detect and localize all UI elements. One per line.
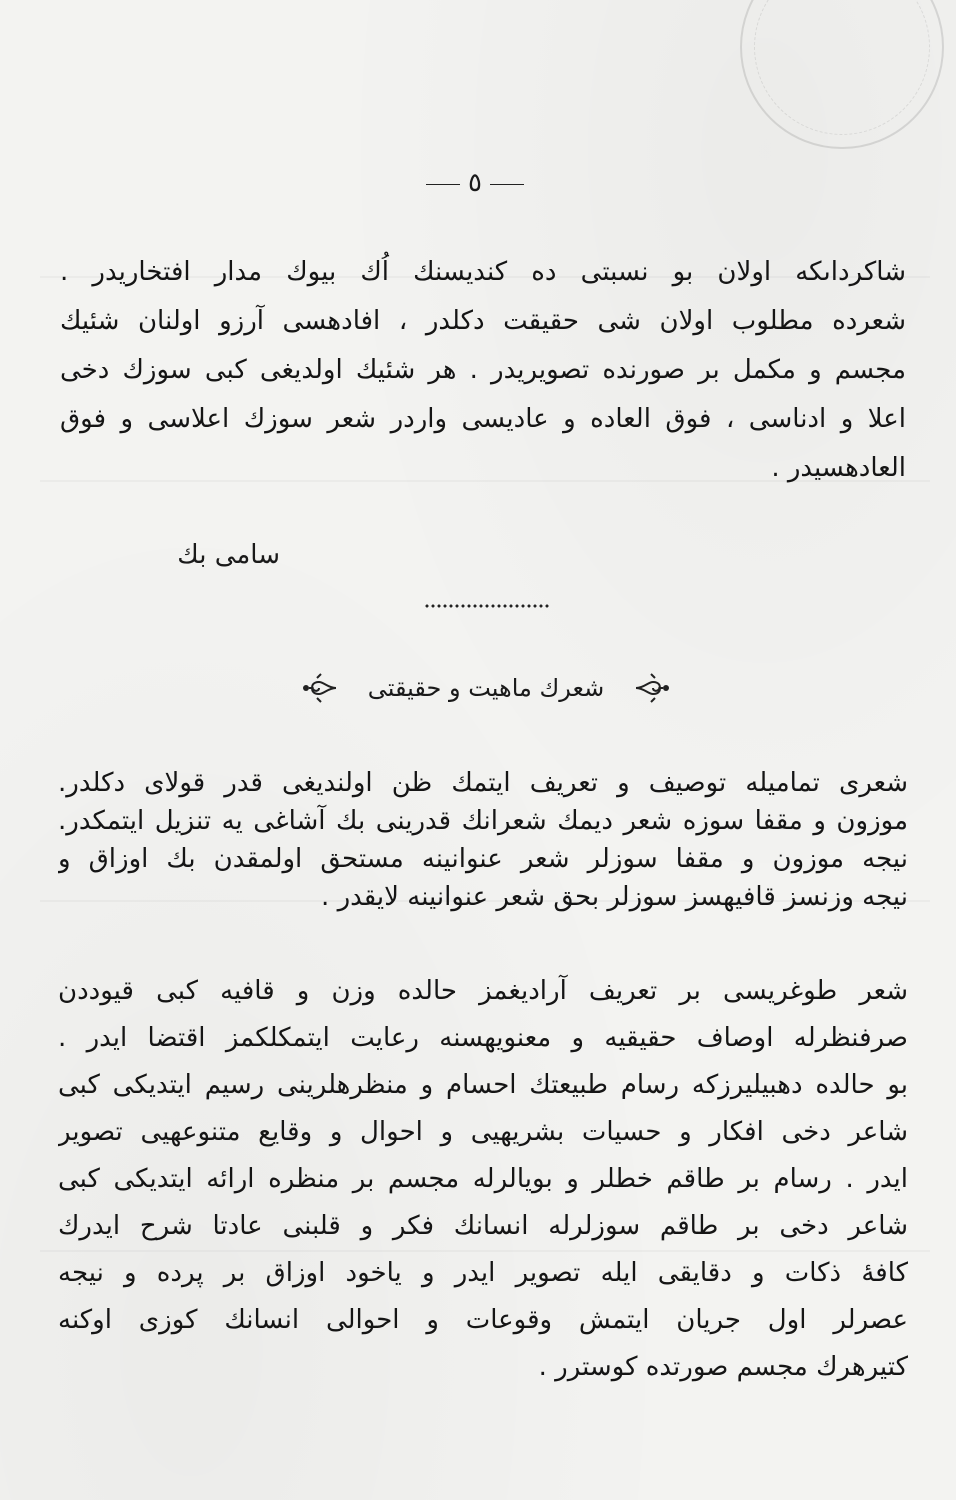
text-line: شعر طوغریسی بر تعریف آرادیغمز حالده وزن و قافیه کبی قیوددن bbox=[58, 976, 908, 1006]
text-line: شاعر دخی افکار و حسیات بشریهیی و احوال و وقایع متنوعهیی تصویر bbox=[58, 1117, 908, 1147]
library-stamp-icon bbox=[740, 0, 944, 149]
text-line: عصرلر اول جریان ایتمش وقوعات و احوالی انسانك کوزی اوکنه bbox=[58, 1305, 908, 1335]
text-line: اعلا و ادناسی ، فوق العاده و عادیسی واردر شعر سوزك اعلاسی و فوق bbox=[60, 404, 906, 434]
right-fleuron-icon bbox=[634, 672, 672, 704]
section-heading-text: شعرك ماهیت و حقیقتی bbox=[367, 674, 605, 702]
text-line: شعرده مطلوب اولان شی حقیقت دکلدر ، افادهسی آرزو اولنان شئیك bbox=[60, 306, 906, 336]
dash-right bbox=[426, 184, 460, 185]
text-line: شاعر دخی بر طاقم سوزلرله انسانك فکر و قلبنی عادتا شرح ایدرك bbox=[58, 1211, 908, 1241]
text-line: ایدر . رسام بر طاقم خطلر و بویالرله مجسم بر منظره ارائه ایتدیکی کبی bbox=[58, 1164, 908, 1194]
dash-left bbox=[490, 184, 524, 185]
text-line: کافهٔ ذکات و دقایقی ایله تصویر ایدر و یاخود اوزاق بر پرده و نیجه bbox=[58, 1258, 908, 1288]
text-line: شعری تمامیله توصیف و تعریف ایتمك ظن اولندیغی قدر قولای دکلدر. bbox=[58, 768, 908, 798]
paragraph-3 bbox=[58, 968, 908, 1391]
paragraph-2 bbox=[58, 764, 908, 916]
text-line: نیجه وزنسز قافیهسز سوزلر بحق شعر عنوانینه لایقدر . bbox=[321, 882, 908, 912]
left-fleuron-icon bbox=[300, 672, 338, 704]
paragraph-1 bbox=[60, 248, 906, 493]
author-signature: سامی بك bbox=[177, 540, 280, 570]
text-line: کتیرهرك مجسم صورتده کوسترر . bbox=[538, 1352, 908, 1382]
dotted-rule bbox=[424, 602, 550, 610]
text-line: موزون و مقفا سوزه شعر دیمك شعرانك قدرینی بك آشاغی یه تنزیل ایتمکدر. bbox=[58, 806, 908, 836]
text-line: مجسم و مکمل بر صورنده تصویریدر . هر شئیك اولدیغی کبی سوزك دخی bbox=[60, 355, 906, 385]
section-heading bbox=[300, 668, 672, 708]
text-line: العادهسیدر . bbox=[771, 453, 906, 483]
text-line: نیجه موزون و مقفا سوزلر شعر عنوانینه مستحق اولمقدن بك اوزاق و bbox=[58, 844, 908, 874]
text-line: بو حالده دهبیلیرزکه رسام طبیعتك احسام و منظرهلرینی رسیم ایتدیکی کبی bbox=[58, 1070, 908, 1100]
text-line: صرفنظرله اوصاف حقیقیه و معنویهسنه رعایت ایتمکلکمز اقتضا ایدر . bbox=[58, 1023, 908, 1053]
page-number-value: ٥ bbox=[468, 168, 482, 198]
page-number bbox=[400, 168, 550, 198]
text-line: شاکرداںکه اولان بو نسبتی ده کندیسنك اُك بیوك مدار افتخاریدر . bbox=[60, 257, 906, 287]
